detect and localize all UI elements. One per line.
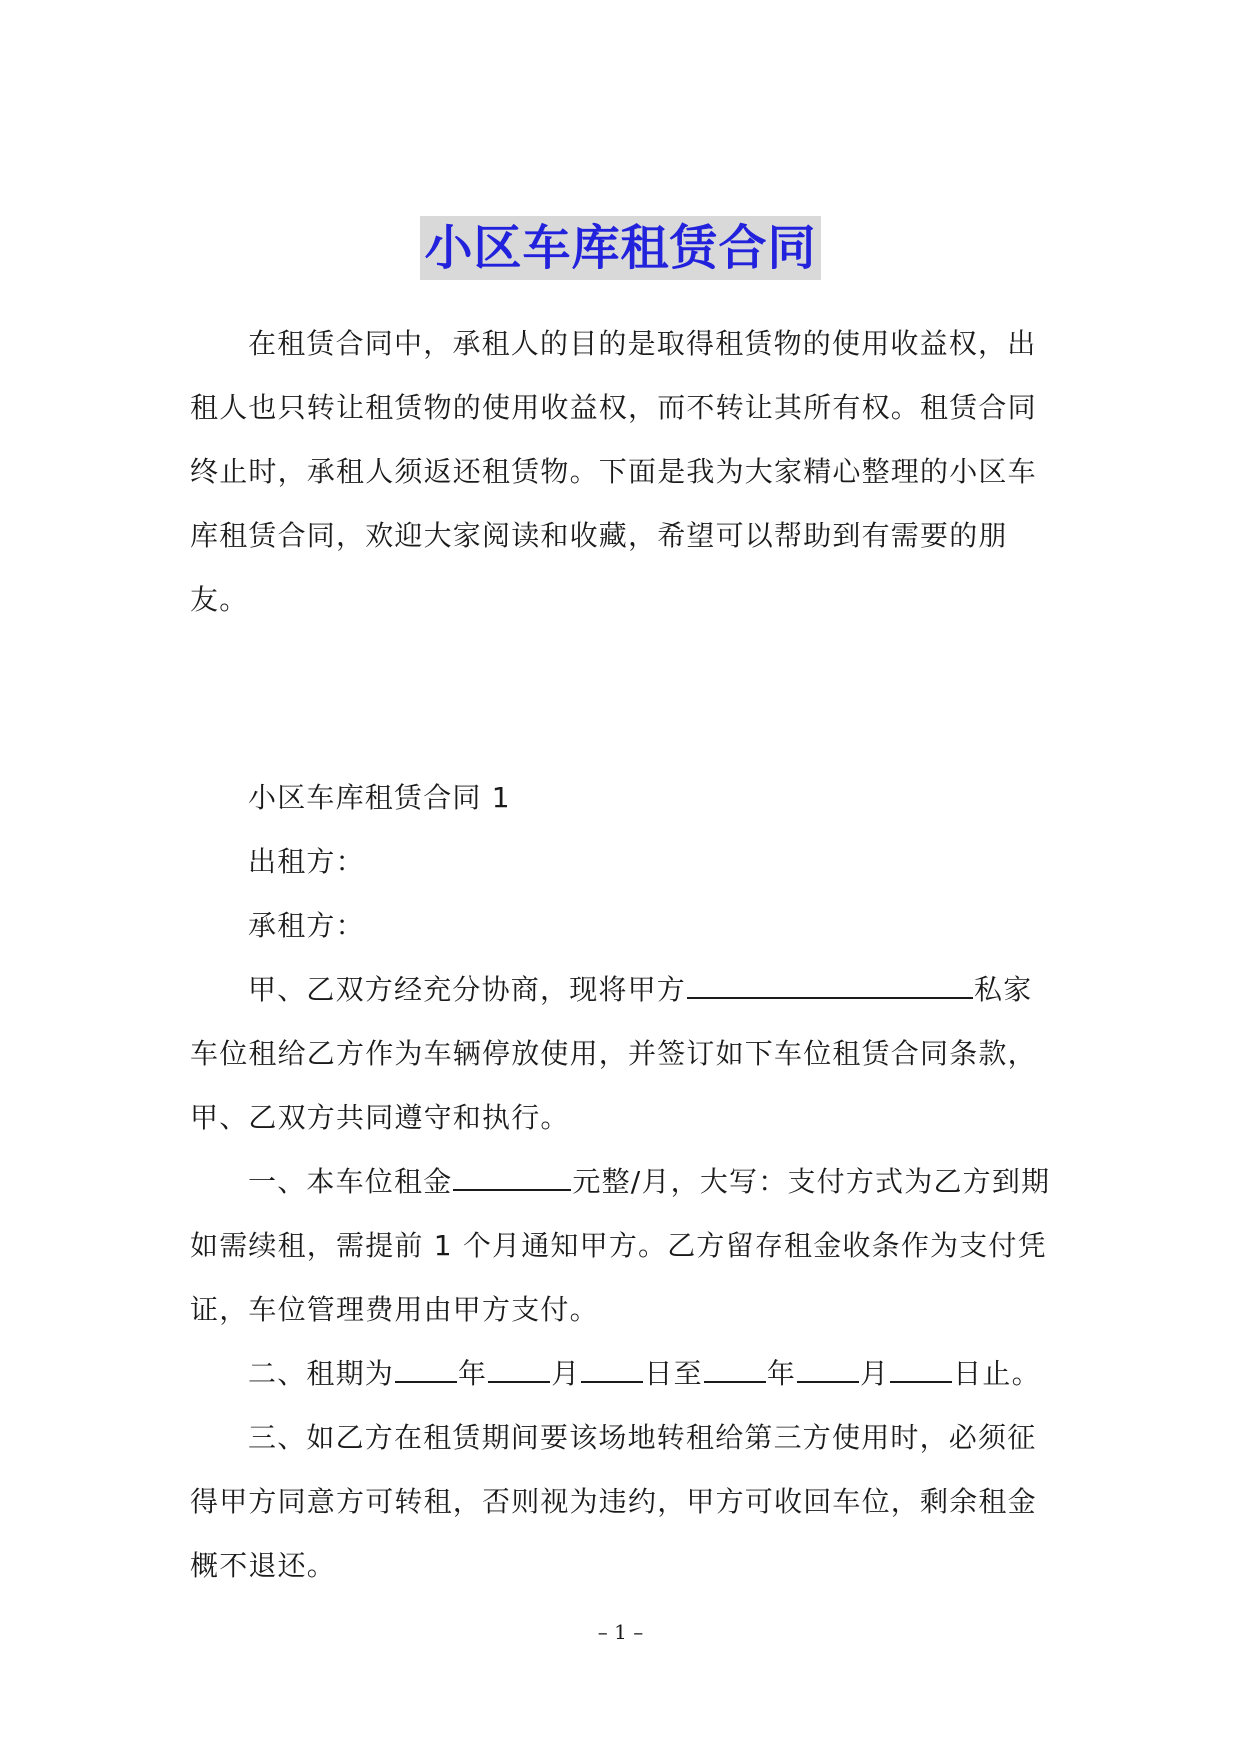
clause-intro-before: 甲、乙双方经充分协商，现将甲方: [248, 973, 687, 1006]
document-title: 小区车库租赁合同: [420, 216, 820, 280]
blank-field: [395, 1355, 457, 1383]
month-label: 月: [551, 1357, 581, 1390]
section-title: 小区车库租赁合同 1: [248, 781, 511, 814]
clause-rent-before: 一、本车位租金: [248, 1165, 453, 1198]
clause-intro: [190, 958, 1056, 1150]
blank-field: [890, 1355, 952, 1383]
clause-term-prefix: 二、租期为: [248, 1357, 395, 1390]
lessor-line: 出租方：: [248, 845, 365, 878]
day-end-label: 日止。: [953, 1357, 1041, 1390]
blank-field: [488, 1355, 550, 1383]
page-number: – 1 –: [597, 1620, 644, 1644]
clause-term: [190, 1342, 1056, 1406]
blank-field: [797, 1355, 859, 1383]
blank-field: [581, 1355, 643, 1383]
year-label: 年: [458, 1357, 488, 1390]
day-to-label: 日至: [644, 1357, 703, 1390]
clause-rent: [190, 1150, 1056, 1342]
clause-intro-after: 私家车位租给乙方作为车辆停放使用，并签订如下车位租赁合同条款，甲、乙双方共同遵守和执行。: [190, 973, 1037, 1134]
intro-paragraph: 在租赁合同中，承租人的目的是取得租赁物的使用收益权，出租人也只转让租赁物的使用收益权，而不转让其所有权。租赁合同终止时，承租人须返还租赁物。下面是我为大家精心整理的小区车库租赁合同，欢迎大家阅读和收藏，希望可以帮助到有需要的朋友。: [190, 327, 1037, 616]
clause-sublet: 三、如乙方在租赁期间要该场地转租给第三方使用时，必须征得甲方同意方可转租，否则视为违约，甲方可收回车位，剩余租金概不退还。: [190, 1421, 1037, 1582]
title-container: [0, 216, 1241, 280]
contract-body: [190, 766, 1056, 1598]
clause-rent-after: 元整/月，大写：支付方式为乙方到期如需续租，需提前 1 个月通知甲方。乙方留存租金收条作为支付凭证，车位管理费用由甲方支付。: [190, 1165, 1051, 1326]
blank-field: [453, 1163, 571, 1191]
lessee-line: 承租方：: [248, 909, 365, 942]
year-label: 年: [766, 1357, 797, 1390]
intro-block: [190, 312, 1056, 632]
month-label: 月: [860, 1357, 890, 1390]
blank-field: [704, 1355, 766, 1383]
blank-field: [687, 971, 973, 999]
